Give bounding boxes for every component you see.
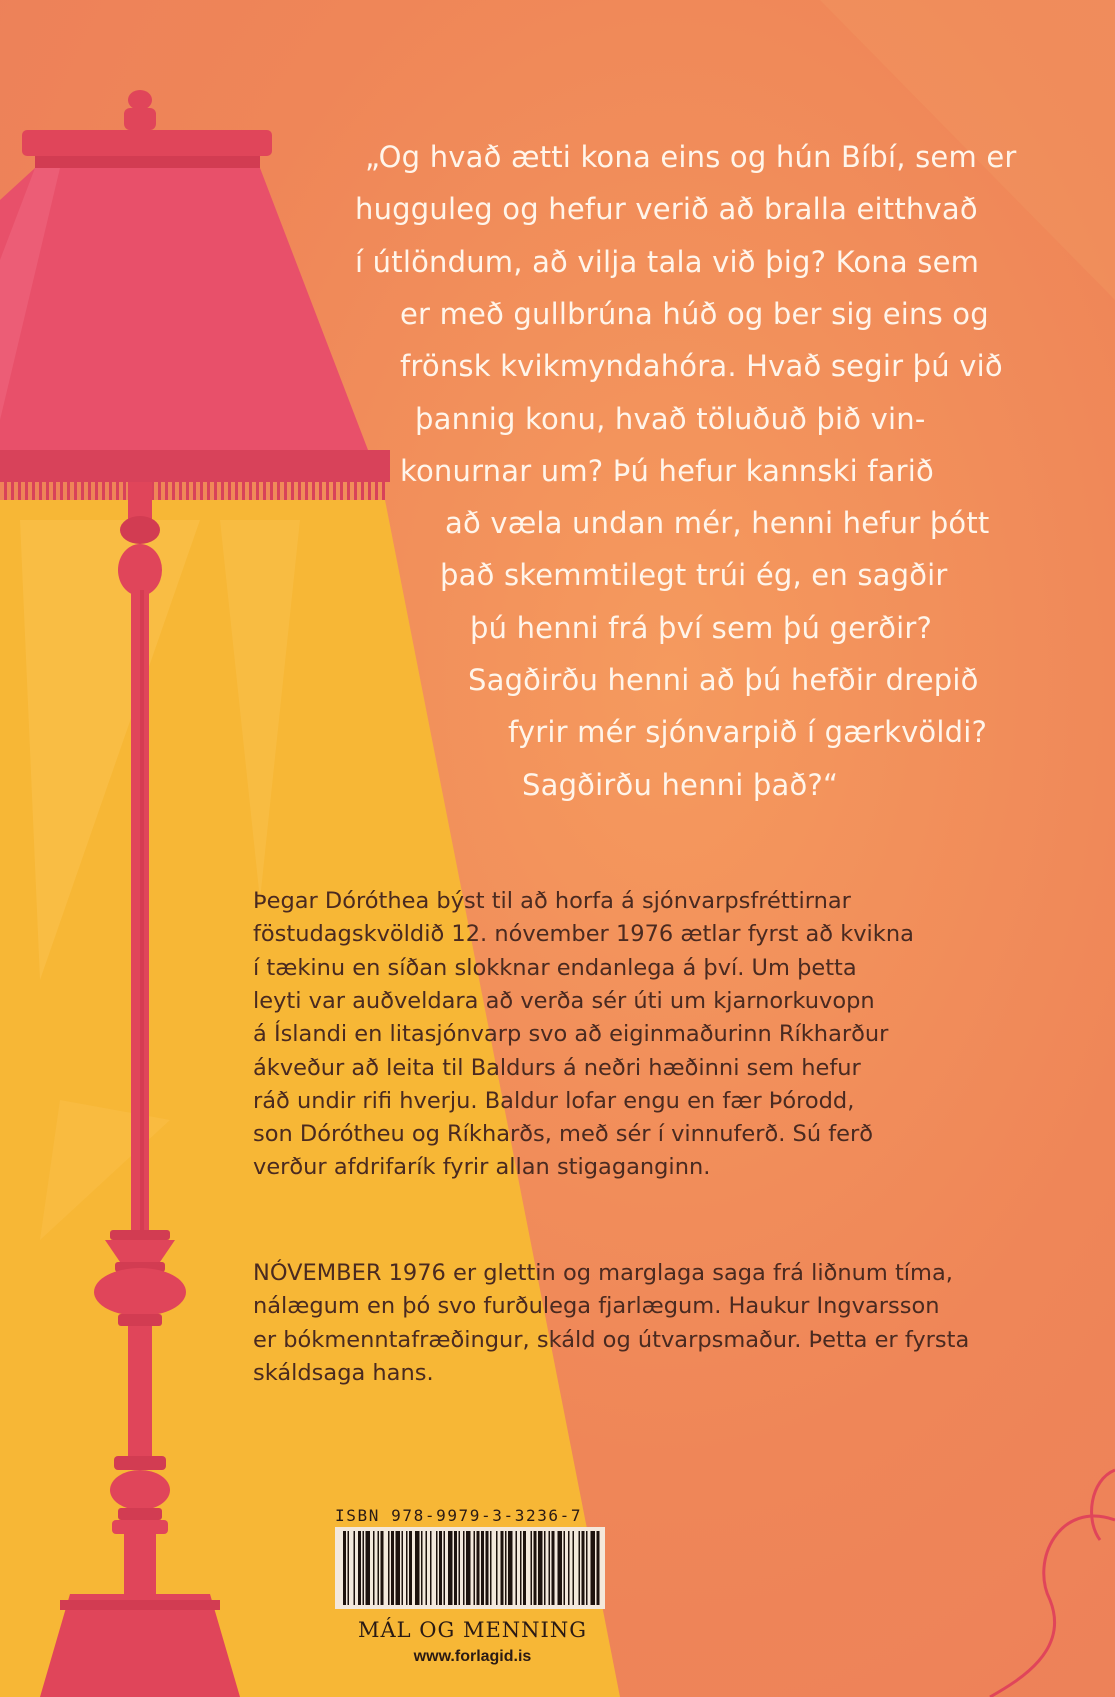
lamp-shade xyxy=(0,168,368,450)
fringe-tassel xyxy=(249,482,252,500)
barcode-bar xyxy=(523,1531,526,1605)
isbn-number: ISBN 978-9979-3-3236-7 xyxy=(335,1506,583,1525)
fringe-tassel xyxy=(361,482,364,500)
fringe-tassel xyxy=(340,482,343,500)
description-line: föstudagskvöldið 12. nóvember 1976 ætlar fyrst að kvikna xyxy=(253,921,914,948)
lamp-finial xyxy=(128,90,152,110)
barcode-bar xyxy=(459,1531,461,1605)
barcode-bar xyxy=(586,1531,588,1605)
fringe-tassel xyxy=(256,482,259,500)
fringe-tassel xyxy=(39,482,42,500)
barcode-bar xyxy=(486,1531,489,1605)
barcode-bar xyxy=(366,1531,371,1605)
barcode-bar xyxy=(406,1531,408,1605)
description-line: ákveður að leita til Baldurs á neðri hæðinni sem hefur xyxy=(253,1054,861,1081)
fringe-tassel xyxy=(368,482,371,500)
description-line: á Íslandi en litasjónvarp svo að eiginmaðurinn Ríkharður xyxy=(253,1021,889,1048)
lamp-knob xyxy=(118,544,162,596)
fringe-tassel xyxy=(354,482,357,500)
barcode-bar xyxy=(421,1531,423,1605)
barcode-bar xyxy=(597,1531,600,1605)
fringe-tassel xyxy=(326,482,329,500)
barcode-bar xyxy=(454,1531,457,1605)
lamp-top-cap xyxy=(22,130,272,156)
barcode-bar xyxy=(439,1531,442,1605)
barcode-bar xyxy=(448,1531,453,1605)
barcode-bar xyxy=(538,1531,543,1605)
description-line: í tækinu en síðan slokknar endanlega á því. Um þetta xyxy=(253,954,857,981)
barcode xyxy=(335,1527,605,1609)
barcode-bar xyxy=(354,1531,356,1605)
fringe-tassel xyxy=(347,482,350,500)
lamp-ring xyxy=(118,1314,162,1326)
fringe-tassel xyxy=(270,482,273,500)
lamp-lower-ornament xyxy=(110,1470,170,1510)
lamp-lower-pole xyxy=(128,1326,152,1456)
barcode-bar xyxy=(474,1531,476,1605)
fringe-tassel xyxy=(263,482,266,500)
lamp-finial-base xyxy=(124,108,156,130)
lamp-cord xyxy=(1092,1470,1115,1540)
barcode-bar xyxy=(363,1531,365,1605)
barcode-bar xyxy=(466,1531,471,1605)
fringe-tassel xyxy=(67,482,70,500)
lamp-ring xyxy=(110,1230,170,1240)
barcode-bar xyxy=(508,1531,513,1605)
fringe-tassel xyxy=(4,482,7,500)
quote-line: Sagðirðu henni það?“ xyxy=(522,767,839,802)
barcode-bar xyxy=(534,1531,537,1605)
fringe-tassel xyxy=(214,482,217,500)
lamp-ring xyxy=(114,1456,166,1470)
description-line: leyti var auðveldara að verða sér úti um kjarnorkuvopn xyxy=(253,987,875,1014)
quote-line: hugguleg og hefur verið að bralla eitthvað xyxy=(355,192,978,227)
lamp-stem xyxy=(124,1534,156,1594)
description-line: Þegar Dóróthea býst til að horfa á sjónvarpsfréttirnar xyxy=(253,888,851,914)
fringe-tassel xyxy=(298,482,301,500)
barcode-bar xyxy=(402,1531,404,1605)
quote-line: Sagðirðu henni að þú hefðir drepið xyxy=(468,663,979,697)
barcode-bar xyxy=(409,1531,412,1605)
barcode-bar xyxy=(436,1531,438,1605)
description-line: nálægum en þó svo furðulega fjarlægum. Haukur Ingvarsson xyxy=(253,1293,940,1320)
lamp-bulb-ornament xyxy=(94,1268,186,1316)
fringe-tassel xyxy=(53,482,56,500)
description-line: er bókmenntafræðingur, skáld og útvarpsmaður. Þetta er fyrsta xyxy=(253,1326,970,1353)
publisher-name: MÁL OG MENNING xyxy=(358,1618,587,1642)
barcode-bar xyxy=(520,1531,522,1605)
quote-line: konurnar um? Þú hefur kannski farið xyxy=(400,453,934,488)
description-line: NÓVEMBER 1976 er glettin og marglaga saga frá liðnum tíma, xyxy=(253,1260,953,1286)
description-line: ráð undir rifi hverju. Baldur lofar engu en fær Þórodd, xyxy=(253,1087,855,1114)
fringe-tassel xyxy=(25,482,28,500)
description-line: son Dórótheu og Ríkharðs, með sér í vinnuferð. Sú ferð xyxy=(253,1121,874,1148)
fringe-tassel xyxy=(207,482,210,500)
barcode-bar xyxy=(582,1531,585,1605)
barcode-bar xyxy=(444,1531,446,1605)
barcode-bar xyxy=(558,1531,563,1605)
quote-line: í útlöndum, að vilja tala við þig? Kona sem xyxy=(355,244,980,279)
fringe-tassel xyxy=(193,482,196,500)
lamp-top-rim xyxy=(35,156,260,168)
fringe-tassel xyxy=(277,482,280,500)
barcode-bar xyxy=(415,1531,420,1605)
fringe-tassel xyxy=(11,482,14,500)
fringe-tassel xyxy=(333,482,336,500)
quote-line: „Og hvað ætti kona eins og hún Bíbí, sem er xyxy=(365,140,1017,174)
fringe-tassel xyxy=(116,482,119,500)
fringe-tassel xyxy=(242,482,245,500)
quote-line: þannig konu, hvað töluðuð þið vin- xyxy=(415,401,926,436)
fringe-tassel xyxy=(382,482,385,500)
barcode-bar xyxy=(343,1531,346,1605)
fringe-tassel xyxy=(200,482,203,500)
barcode-bar xyxy=(477,1531,480,1605)
fringe-tassel xyxy=(305,482,308,500)
fringe-tassel xyxy=(221,482,224,500)
barcode-bar xyxy=(501,1531,504,1605)
barcode-bar xyxy=(373,1531,375,1605)
fringe-tassel xyxy=(158,482,161,500)
barcode-bar xyxy=(549,1531,551,1605)
barcode-bar xyxy=(348,1531,350,1605)
fringe-tassel xyxy=(88,482,91,500)
lamp-base-ring xyxy=(60,1600,220,1610)
fringe-tassel xyxy=(95,482,98,500)
fringe-tassel xyxy=(165,482,168,500)
fringe-tassel xyxy=(74,482,77,500)
fringe-tassel xyxy=(312,482,315,500)
lamp-cord xyxy=(990,1516,1115,1697)
fringe-tassel xyxy=(235,482,238,500)
barcode-bar xyxy=(552,1531,555,1605)
barcode-bar xyxy=(358,1531,361,1605)
fringe-tassel xyxy=(179,482,182,500)
barcode-bar xyxy=(490,1531,492,1605)
lamp-shade-band xyxy=(0,450,390,482)
lamp-ring xyxy=(118,1508,162,1520)
quote-line: það skemmtilegt trúi ég, en sagðir xyxy=(440,558,948,593)
barcode-bar xyxy=(544,1531,546,1605)
barcode-bar xyxy=(564,1531,566,1605)
fringe-tassel xyxy=(46,482,49,500)
barcode-bar xyxy=(591,1531,596,1605)
quote-line: fyrir mér sjónvarpið í gærkvöldi? xyxy=(508,715,988,750)
fringe-tassel xyxy=(291,482,294,500)
barcode-bar xyxy=(496,1531,498,1605)
lamp-pole-shade xyxy=(140,590,144,1230)
fringe-tassel xyxy=(18,482,21,500)
publisher-website[interactable]: www.forlagid.is xyxy=(413,1648,532,1665)
quote-line: er með gullbrúna húð og ber sig eins og xyxy=(400,296,989,331)
lamp-ring xyxy=(112,1520,168,1534)
barcode-bar xyxy=(391,1531,394,1605)
fringe-tassel xyxy=(319,482,322,500)
barcode-bar xyxy=(579,1531,581,1605)
fringe-tassel xyxy=(284,482,287,500)
barcode-bar xyxy=(463,1531,465,1605)
lamp-knob xyxy=(120,516,160,544)
fringe-tassel xyxy=(32,482,35,500)
barcode-bar xyxy=(531,1531,533,1605)
fringe-tassel xyxy=(109,482,112,500)
fringe-tassel xyxy=(102,482,105,500)
barcode-bar xyxy=(568,1531,570,1605)
fringe-tassel xyxy=(375,482,378,500)
quote-line: frönsk kvikmyndahóra. Hvað segir þú við xyxy=(400,349,1003,384)
barcode-bar xyxy=(516,1531,518,1605)
quote-line: þú henni frá því sem þú gerðir? xyxy=(470,610,933,645)
quote-line: að væla undan mér, henni hefur þótt xyxy=(445,506,990,541)
barcode-bar xyxy=(505,1531,507,1605)
fringe-tassel xyxy=(60,482,63,500)
barcode-bar xyxy=(481,1531,484,1605)
barcode-bar xyxy=(388,1531,390,1605)
description-line: skáldsaga hans. xyxy=(253,1359,434,1386)
barcode-bar xyxy=(396,1531,401,1605)
fringe-tassel xyxy=(123,482,126,500)
fringe-tassel xyxy=(228,482,231,500)
description-line: verður afdrifarík fyrir allan stigaganginn. xyxy=(253,1154,711,1181)
barcode-bar xyxy=(381,1531,384,1605)
barcode-bar xyxy=(426,1531,428,1605)
fringe-tassel xyxy=(172,482,175,500)
barcode-bar xyxy=(378,1531,380,1605)
barcode-bar xyxy=(430,1531,432,1605)
barcode-bar xyxy=(573,1531,575,1605)
lamp-fringe xyxy=(4,482,385,500)
fringe-tassel xyxy=(186,482,189,500)
fringe-tassel xyxy=(81,482,84,500)
